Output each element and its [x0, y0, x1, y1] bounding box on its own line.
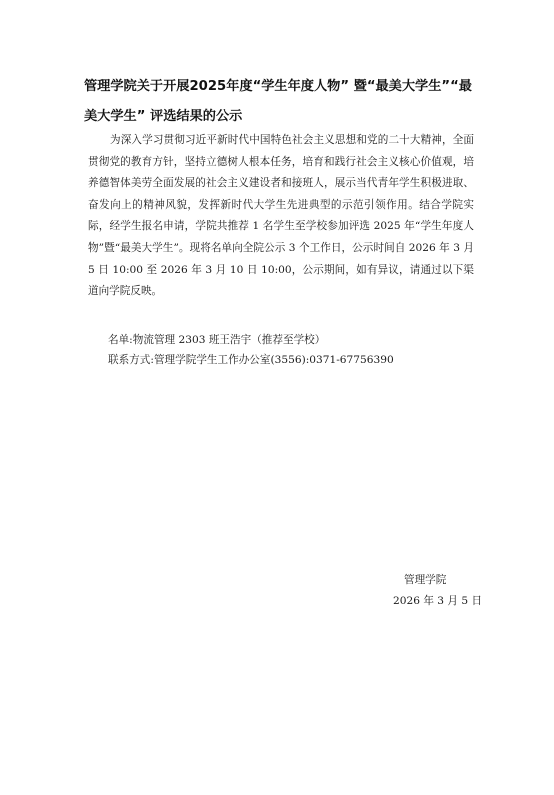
- signature-organization: 管理学院: [404, 574, 447, 586]
- signature-date: 2026 年 3 月 5 日: [393, 595, 483, 607]
- notice-body: 为深入学习贯彻习近平新时代中国特色社会主义思想和党的二十大精神，全面贯彻党的教育方针，坚持立德树人根本任务，培育和践行社会主义核心价值观，培养德智体美劳全面发展的社会主义建设者和接班人，展示当代青年学生积极进取、奋发向上的精神风貌，发挥新时代大学生先进典型的示范引领作用。结合学院实际，经学生报名申请，学院共推荐 1 名学生至学校参加评选 2025 年“学生年度人物”暨“最美大学生”。现将名单向全院公示 3 个工作日，公示时间自 2026 年 3 月 5 日 10:00 至 2026 年 3 月 10 日 10:00，公示期间，如有异议，请通过以下渠道向学院反映。: [88, 134, 474, 298]
- notice-title: 管理学院关于开展2025年度“学生年度人物” 暨“最美大学生”“最美大学生” 评选结果的公示: [84, 79, 472, 124]
- contact-line: 联系方式:管理学院学生工作办公室(3556):0371-67756390: [108, 354, 394, 366]
- nominee-line: 名单:物流管理 2303 班王浩宇（推荐至学校）: [108, 334, 326, 346]
